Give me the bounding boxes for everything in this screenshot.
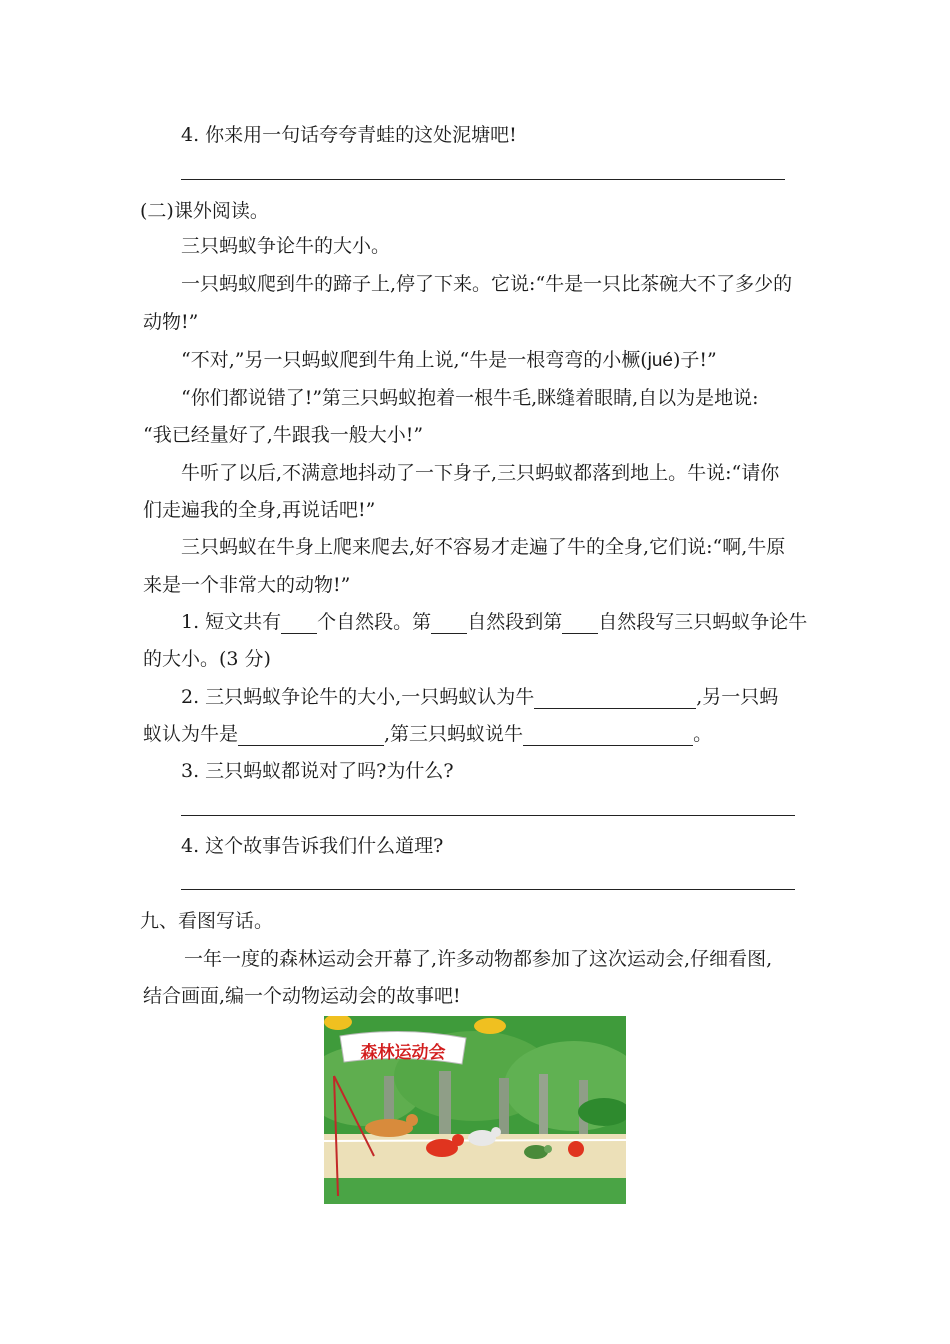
question-2-l2: 蚁认为牛是 ,第三只蚂蚁说牛 。: [143, 723, 713, 745]
story-p1-l2: 动物!”: [143, 311, 199, 333]
story-p5-l2: 来是一个非常大的动物!”: [143, 574, 351, 596]
story-title: 三只蚂蚁争论牛的大小。: [181, 235, 391, 257]
section-9-intro-l1: 一年一度的森林运动会开幕了,许多动物都参加了这次运动会,仔细看图,: [184, 948, 773, 970]
blank-q2-second[interactable]: [238, 725, 384, 746]
story-p4-l2: 们走遍我的全身,再说话吧!”: [143, 499, 376, 521]
q4-frog: 4. 你来用一句话夸夸青蛙的这处泥塘吧!: [181, 124, 517, 146]
blank-q1-count[interactable]: [281, 613, 317, 634]
question-3: 3. 三只蚂蚁都说对了吗?为什么?: [181, 760, 454, 782]
story-p3-l2: “我已经量好了,牛跟我一般大小!”: [143, 424, 424, 446]
answer-line-q4[interactable]: [181, 889, 795, 890]
section-title-extracurricular: (二)课外阅读。: [140, 200, 269, 222]
forest-games-picture: [324, 1016, 626, 1204]
answer-line-frog[interactable]: [181, 179, 785, 180]
banner-text: 森林运动会: [360, 1043, 446, 1063]
section-9-intro-l2: 结合画面,编一个动物运动会的故事吧!: [143, 985, 461, 1007]
question-4: 4. 这个故事告诉我们什么道理?: [181, 835, 444, 857]
blank-q2-first[interactable]: [534, 688, 696, 709]
pinyin-jue: jué: [647, 350, 673, 371]
blank-q1-end[interactable]: [562, 613, 598, 634]
story-p3-l1: “你们都说错了!”第三只蚂蚁抱着一根牛毛,眯缝着眼睛,自以为是地说:: [181, 387, 759, 409]
blank-q2-third[interactable]: [523, 725, 693, 746]
section-9-title: 九、看图写话。: [140, 910, 274, 932]
blank-q1-start[interactable]: [431, 613, 467, 634]
story-p2-a: “不对,”另一只蚂蚁爬到牛角上说,“牛是一根弯弯的小橛(: [181, 349, 648, 371]
question-1: 1. 短文共有 个自然段。第 自然段到第 自然段写三只蚂蚁争论牛: [181, 611, 808, 633]
answer-line-q3[interactable]: [181, 815, 795, 816]
story-p4-l1: 牛听了以后,不满意地抖动了一下身子,三只蚂蚁都落到地上。牛说:“请你: [181, 462, 780, 484]
story-p1-l1: 一只蚂蚁爬到牛的蹄子上,停了下来。它说:“牛是一只比茶碗大不了多少的: [181, 273, 793, 295]
story-p2: [181, 348, 717, 373]
question-2: 2. 三只蚂蚁争论牛的大小,一只蚂蚁认为牛 ,另一只蚂: [181, 686, 779, 708]
question-1-l2: 的大小。(3 分): [143, 648, 271, 670]
story-p5-l1: 三只蚂蚁在牛身上爬来爬去,好不容易才走遍了牛的全身,它们说:“啊,牛原: [181, 536, 786, 558]
story-p2-b: )子!”: [673, 349, 717, 371]
